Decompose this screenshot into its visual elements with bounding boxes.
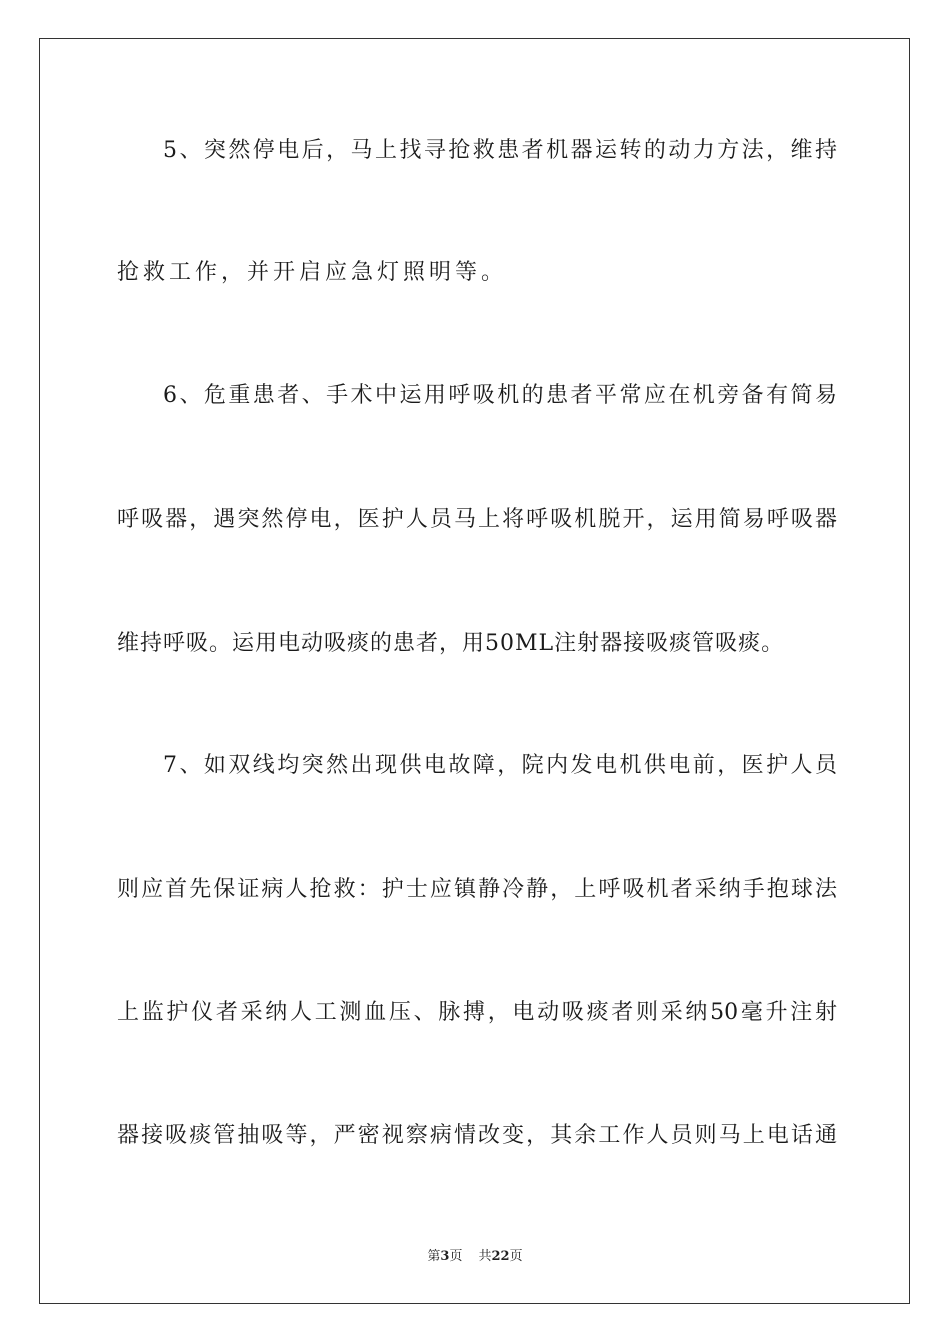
page-footer (0, 1248, 950, 1266)
page-border (39, 38, 910, 1304)
paragraph-7-line-3: 上监护仪者采纳人工测血压、脉搏，电动吸痰者则采纳50毫升注射 (117, 1000, 837, 1025)
paragraph-7-line-2: 则应首先保证病人抢救：护士应镇静冷静，上呼吸机者采纳手抱球法 (117, 877, 837, 902)
total-suffix: 页 (509, 1249, 523, 1264)
page-suffix: 页 (449, 1249, 463, 1264)
page-number: 3 (440, 1249, 450, 1264)
paragraph-6-line-2: 呼吸器，遇突然停电，医护人员马上将呼吸机脱开，运用简易呼吸器 (117, 507, 837, 532)
paragraph-5-line-2: 抢救工作，并开启应急灯照明等。 (117, 260, 508, 285)
paragraph-6-line-1: 6、危重患者、手术中运用呼吸机的患者平常应在机旁备有简易 (163, 383, 837, 408)
total-pages: 22 (491, 1249, 510, 1264)
page-prefix: 第 (427, 1249, 441, 1264)
total-prefix: 共 (478, 1249, 492, 1264)
paragraph-5-line-1: 5、突然停电后，马上找寻抢救患者机器运转的动力方法，维持 (163, 138, 837, 163)
paragraph-7-line-4: 器接吸痰管抽吸等，严密视察病情改变，其余工作人员则马上电话通 (117, 1123, 837, 1148)
paragraph-7-line-1: 7、如双线均突然出现供电故障，院内发电机供电前，医护人员 (163, 753, 837, 778)
paragraph-6-line-3: 维持呼吸。运用电动吸痰的患者，用50ML注射器接吸痰管吸痰。 (117, 631, 785, 656)
